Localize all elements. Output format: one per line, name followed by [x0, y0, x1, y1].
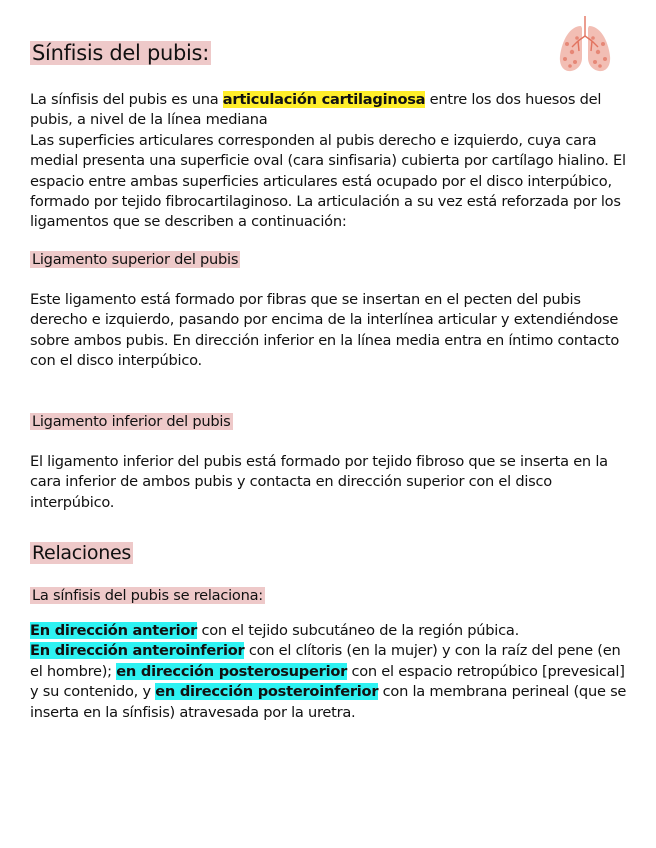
intro-paragraph: La sínfisis del pubis es una articulación cartilaginosa entre los dos huesos del pubis, a nivel de la línea mediana Las superficies articulares corresponden al pubis derecho e izquierdo, cuya cara medial presenta una superficie oval (cara sinfisaria) cubierta por cartílago hialino. El espacio entre ambas superficies articulares está ocupado por el disco interpúbico, formado por tejido fibrocartilaginoso. La articulación a su vez está reforzada por los ligamentos que se describen a continuación:: [30, 91, 626, 231]
heading-ligamento-inferior: Ligamento inferior del pubis: [32, 413, 231, 430]
heading-relaciones: Relaciones: [32, 542, 131, 564]
highlight-articulacion: articulación cartilaginosa: [222, 91, 426, 108]
page-title: Sínfisis del pubis:: [32, 41, 209, 65]
heading-ligamento-superior: Ligamento superior del pubis: [32, 251, 239, 268]
relaciones-paragraph: En dirección anterior con el tejido subcutáneo de la región púbica. En dirección anteroinferior con el clítoris (en la mujer) y con la raíz del pene (en el hombre); en dirección posterosuperior con el espacio retropúbico [prevesical] y su contenido, y en dirección posteroinferior con la membrana perineal (que se inserta en la sínfisis) atravesada por la uretra.: [30, 622, 627, 721]
heading-se-relaciona: La sínfisis del pubis se relaciona:: [32, 587, 263, 604]
label-anterior: En dirección anterior: [30, 622, 198, 639]
ligamento-inferior-text: El ligamento inferior del pubis está formado por tejido fibroso que se inserta en la cara inferior de ambos pubis y contacta en dirección superior con el disco interpúbico.: [30, 453, 608, 511]
label-posteroinferior: en dirección posteroinferior: [155, 683, 379, 701]
label-anteroinferior: En dirección anteroinferior: [30, 642, 245, 660]
lungs-icon: [556, 14, 614, 76]
ligamento-superior-text: Este ligamento está formado por fibras que se insertan en el pecten del pubis derecho e izquierdo, pasando por encima de la interlínea articular y extendiéndose sobre ambos pubis. En dirección inferior en la línea media entra en íntimo contacto con el disco interpúbico.: [30, 291, 620, 370]
label-posterosuperior: en dirección posterosuperior: [116, 662, 348, 680]
